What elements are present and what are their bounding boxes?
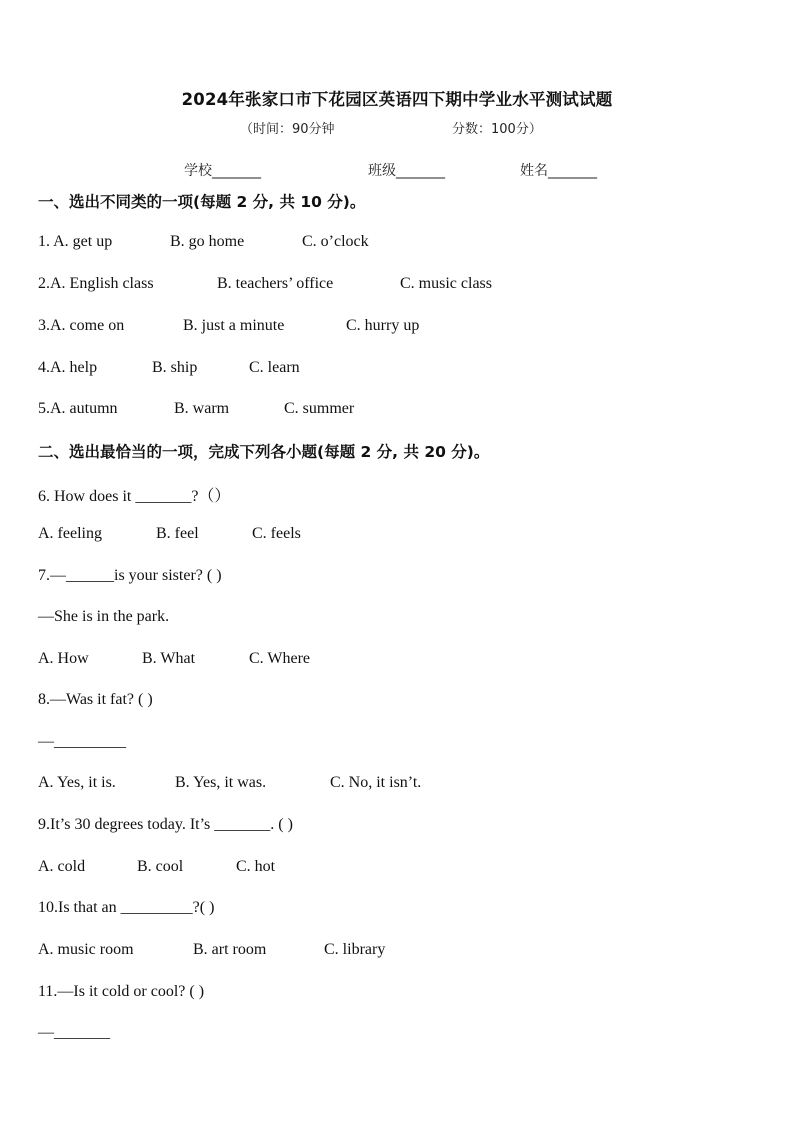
q1-option-c: C. o’clock <box>302 233 369 250</box>
q2-option-c: C. music class <box>400 275 492 292</box>
question-11-stem: 11.—Is it cold or cool? ( ) <box>38 983 205 1000</box>
q2-option-b: B. teachers’ office <box>217 275 334 292</box>
q6-option-c: C. feels <box>252 525 301 542</box>
q5-option-c: C. summer <box>284 400 355 417</box>
question-5 <box>38 400 354 418</box>
question-9-stem: 9.It’s 30 degrees today. It’s _______. ( ) <box>38 816 293 833</box>
q7-option-c: C. Where <box>249 650 311 667</box>
q3-option-a: 3.A. come on <box>38 317 125 334</box>
q9-option-a: A. cold <box>38 858 86 875</box>
exam-time: （时间：90分钟 <box>240 122 335 137</box>
q3-option-c: C. hurry up <box>346 317 420 334</box>
class-field: 班级_______ <box>368 163 445 179</box>
question-1 <box>38 233 369 251</box>
q8-option-a: A. Yes, it is. <box>38 774 116 791</box>
q8-option-b: B. Yes, it was. <box>175 774 267 791</box>
q3-option-b: B. just a minute <box>183 317 285 334</box>
q4-option-b: B. ship <box>152 359 198 376</box>
school-field: 学校_______ <box>184 163 261 179</box>
q10-option-b: B. art room <box>193 941 267 958</box>
question-3 <box>38 317 419 335</box>
q7-option-a: A. How <box>38 650 89 667</box>
question-7-answer-line: —She is in the park. <box>38 608 170 625</box>
q10-option-c: C. library <box>324 941 386 958</box>
section-1-heading: 一、选出不同类的一项(每题 2 分, 共 10 分)。 <box>38 193 366 211</box>
q6-option-b: B. feel <box>156 525 199 542</box>
q4-option-c: C. learn <box>249 359 300 376</box>
q1-option-b: B. go home <box>170 233 245 250</box>
q8-option-c: C. No, it isn’t. <box>330 774 422 791</box>
question-8-stem: 8.—Was it fat? ( ) <box>38 691 153 708</box>
question-6-stem: 6. How does it _______?（） <box>38 488 231 505</box>
question-10-stem: 10.Is that an _________?( ) <box>38 899 215 916</box>
question-4 <box>38 359 300 377</box>
q7-option-b: B. What <box>142 650 196 667</box>
q9-option-b: B. cool <box>137 858 184 875</box>
question-2 <box>38 275 492 293</box>
question-7-options <box>38 650 310 668</box>
question-7-stem: 7.—______is your sister? ( ) <box>38 567 222 584</box>
question-9-options <box>38 858 275 876</box>
question-8-answer-line: —_________ <box>38 733 126 750</box>
q5-option-a: 5.A. autumn <box>38 400 118 417</box>
q2-option-a: 2.A. English class <box>38 275 154 292</box>
name-field: 姓名_______ <box>520 163 597 179</box>
q1-option-a: 1. A. get up <box>38 233 113 250</box>
page-title: 2024年张家口市下花园区英语四下期中学业水平测试试题 <box>181 90 613 109</box>
question-10-options <box>38 941 385 959</box>
q5-option-b: B. warm <box>174 400 230 417</box>
q10-option-a: A. music room <box>38 941 134 958</box>
question-6-options <box>38 525 301 543</box>
question-11-answer-line: —_______ <box>38 1024 110 1041</box>
question-8-options <box>38 774 421 792</box>
q9-option-c: C. hot <box>236 858 276 875</box>
section-2-heading: 二、选出最恰当的一项，完成下列各小题(每题 2 分, 共 20 分)。 <box>38 443 490 461</box>
exam-score: 分数：100分） <box>452 122 542 137</box>
q4-option-a: 4.A. help <box>38 359 98 376</box>
q6-option-a: A. feeling <box>38 525 102 542</box>
